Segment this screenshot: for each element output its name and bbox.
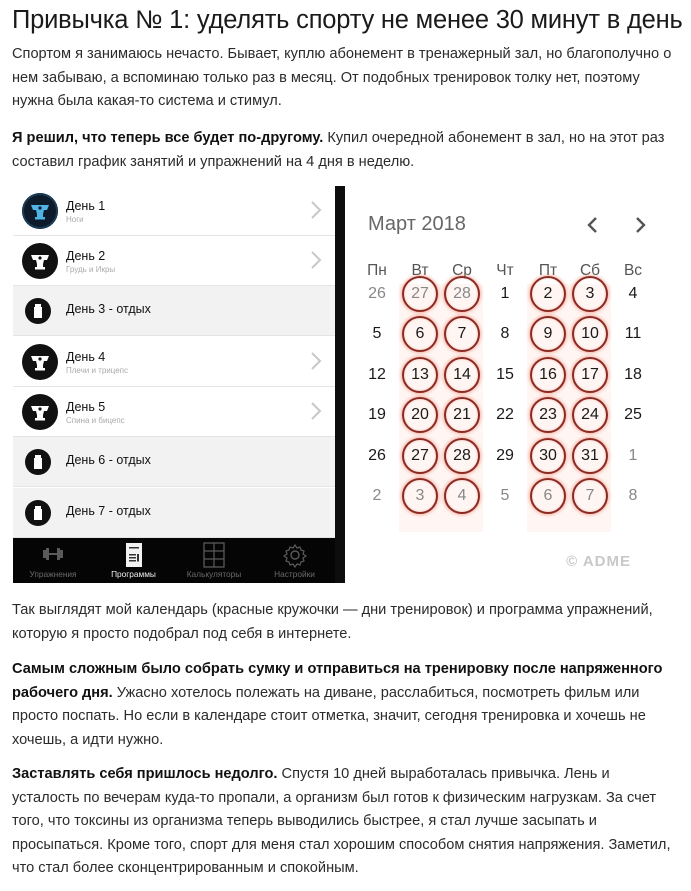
calendar-day-workout[interactable]: 2 xyxy=(530,276,566,312)
calendar-day[interactable]: 4 xyxy=(628,285,638,302)
program-day-row[interactable] xyxy=(13,286,335,336)
calendar-day-workout[interactable]: 31 xyxy=(572,438,608,474)
chevron-right-icon xyxy=(309,350,323,372)
weekday-label: Вс xyxy=(623,262,643,279)
program-day-subtitle: Ноги xyxy=(66,215,84,224)
calendar-day[interactable]: 11 xyxy=(624,325,642,342)
chevron-right-icon xyxy=(309,199,323,221)
calendar-day[interactable]: 2 xyxy=(372,487,382,504)
calendar-next-button[interactable] xyxy=(630,213,650,237)
paragraph-habit-bold: Заставлять себя пришлось недолго. xyxy=(12,766,278,782)
paragraph-decision-text: Купил очередной абонемент в зал, но на этот раз составил график занятий и упражнений на 4 дня в неделю. xyxy=(12,130,665,170)
calendar-prev-button[interactable] xyxy=(583,213,603,237)
program-day-list xyxy=(13,186,335,538)
weekday-label: Вт xyxy=(411,262,429,279)
drink-icon xyxy=(25,500,51,526)
program-day-title: День 7 - отдых xyxy=(66,504,151,518)
tab-label: Упражнения xyxy=(29,569,77,579)
trophy-icon xyxy=(22,344,58,380)
calendar-day[interactable]: 22 xyxy=(496,406,514,423)
calendar-day[interactable]: 5 xyxy=(372,325,382,342)
paragraph-caption: Так выглядят мой календарь (красные кружочки — дни тренировок) и программа упражнений, которую я просто подобрал под себя в интернете. xyxy=(12,602,653,642)
calendar-day-workout[interactable]: 4 xyxy=(444,478,480,514)
weekday-label: Пт xyxy=(538,262,558,279)
program-day-subtitle: Плечи и трицепс xyxy=(66,366,129,375)
program-day-row[interactable] xyxy=(13,488,335,538)
calendar-day-workout[interactable]: 27 xyxy=(402,438,438,474)
program-day-title: День 2 xyxy=(66,249,106,263)
weekday-label: Сб xyxy=(579,262,601,279)
tab-label: Настройки xyxy=(274,569,315,579)
trophy-icon xyxy=(22,193,58,229)
calendar-day[interactable]: 5 xyxy=(500,487,510,504)
calendar-day-workout[interactable]: 13 xyxy=(402,357,438,393)
program-day-title: День 4 xyxy=(66,350,106,364)
chevron-right-icon xyxy=(309,249,323,271)
calendar-day-workout[interactable]: 3 xyxy=(572,276,608,312)
program-day-title: День 3 - отдых xyxy=(66,302,151,316)
app-tab-bar xyxy=(13,538,335,583)
calendar-day[interactable]: 18 xyxy=(624,366,642,383)
trophy-icon xyxy=(22,243,58,279)
calendar-month-title: Март 2018 xyxy=(368,213,466,235)
weekday-label: Ср xyxy=(452,262,472,279)
paragraph-decision xyxy=(12,127,680,174)
program-day-title: День 5 xyxy=(66,400,106,414)
calendar-day[interactable]: 25 xyxy=(624,406,642,423)
calendar-day-workout[interactable]: 28 xyxy=(444,438,480,474)
screenshot-figure xyxy=(13,186,653,583)
weekday-label: Чт xyxy=(496,262,514,279)
article-title: Привычка № 1: уделять спорту не менее 30 минут в день xyxy=(12,6,683,34)
program-day-subtitle: Спина и бицепс xyxy=(66,416,125,425)
calendar-day-workout[interactable]: 7 xyxy=(444,316,480,352)
drink-icon xyxy=(25,298,51,324)
workout-program-app xyxy=(13,186,344,583)
tab-label: Программы xyxy=(111,569,156,579)
calendar-day[interactable]: 8 xyxy=(500,325,510,342)
tab-exercises[interactable] xyxy=(13,538,93,583)
calendar-day-workout[interactable]: 27 xyxy=(402,276,438,312)
trophy-icon xyxy=(22,394,58,430)
chevron-right-icon xyxy=(630,213,650,237)
weekday-label: Пн xyxy=(367,262,387,279)
calendar-day[interactable]: 12 xyxy=(368,366,386,383)
drink-icon xyxy=(25,449,51,475)
chevron-left-icon xyxy=(583,213,603,237)
calendar-day-workout[interactable]: 20 xyxy=(402,397,438,433)
paragraph-habit-text: Спустя 10 дней выработалась привычка. Лень и усталость по вечерам куда-то пропали, а организм был готов к физическим нагрузкам. За счет того, что токсины из организма теперь выводились быстрее, я стал лучше засыпать и просыпаться. Кроме того, спорт для меня стал хорошим способом снятия напряжения. Заметил, что стал более сконцентрированным и спокойным. xyxy=(12,766,671,876)
tab-settings[interactable] xyxy=(255,538,335,583)
watermark: © ADME xyxy=(566,553,631,570)
paragraph-decision-bold: Я решил, что теперь все будет по-другому. xyxy=(12,130,324,146)
paragraph-hardest-bold: Самым сложным было собрать сумку и отправиться на тренировку после напряженного рабочего дня. xyxy=(12,661,663,701)
tab-programs[interactable] xyxy=(94,538,174,583)
paragraph-intro: Спортом я занимаюсь нечасто. Бывает, куплю абонемент в тренажерный зал, но благополучно о нем забываю, а вспоминаю только раз в месяц. От подобных тренировок толку нет, поэтому нужна была какая-то система и стимул. xyxy=(12,46,672,109)
calendar-day-workout[interactable]: 16 xyxy=(530,357,566,393)
calendar-day-workout[interactable]: 23 xyxy=(530,397,566,433)
calendar-day-workout[interactable]: 7 xyxy=(572,478,608,514)
calendar-day[interactable]: 8 xyxy=(628,487,638,504)
program-day-row[interactable] xyxy=(13,186,335,236)
calendar-day[interactable]: 29 xyxy=(496,447,514,464)
calendar-day[interactable]: 1 xyxy=(628,447,638,464)
tab-calculators[interactable] xyxy=(174,538,254,583)
program-day-title: День 6 - отдых xyxy=(66,453,151,467)
program-day-row[interactable] xyxy=(13,236,335,286)
tab-label: Калькуляторы xyxy=(186,569,242,579)
calendar-day-workout[interactable]: 6 xyxy=(530,478,566,514)
calendar-day-workout[interactable]: 28 xyxy=(444,276,480,312)
paragraph-habit xyxy=(12,763,680,881)
calendar-day-workout[interactable]: 24 xyxy=(572,397,608,433)
program-day-row[interactable] xyxy=(13,437,335,487)
calendar-day[interactable]: 19 xyxy=(368,406,386,423)
program-day-row[interactable] xyxy=(13,387,335,437)
paragraph-hardest-part xyxy=(12,658,680,752)
program-day-title: День 1 xyxy=(66,199,106,213)
calendar-day-workout[interactable]: 3 xyxy=(402,478,438,514)
calendar-day-workout[interactable]: 10 xyxy=(572,316,608,352)
program-day-row[interactable] xyxy=(13,337,335,387)
chevron-right-icon xyxy=(309,400,323,422)
paragraph-hardest-text: Ужасно хотелось полежать на диване, расслабиться, посмотреть фильм или просто поспать. Но если в календаре стоит отметка, значит, сегодня тренировка и хочешь не хочешь, а идти нужно. xyxy=(12,684,646,748)
calendar-day[interactable]: 15 xyxy=(496,366,514,383)
phone-edge xyxy=(335,186,345,583)
program-day-subtitle: Грудь и Икры xyxy=(66,265,116,274)
calendar-day-workout[interactable]: 17 xyxy=(572,357,608,393)
calendar-day-workout[interactable]: 14 xyxy=(444,357,480,393)
calendar-day[interactable]: 26 xyxy=(368,285,386,302)
calendar-day[interactable]: 1 xyxy=(500,285,510,302)
calendar-day[interactable]: 26 xyxy=(368,447,386,464)
calendar-day-workout[interactable]: 30 xyxy=(530,438,566,474)
calendar-day-workout[interactable]: 21 xyxy=(444,397,480,433)
calendar-day-workout[interactable]: 9 xyxy=(530,316,566,352)
calendar-widget xyxy=(345,186,653,583)
calendar-day-workout[interactable]: 6 xyxy=(402,316,438,352)
